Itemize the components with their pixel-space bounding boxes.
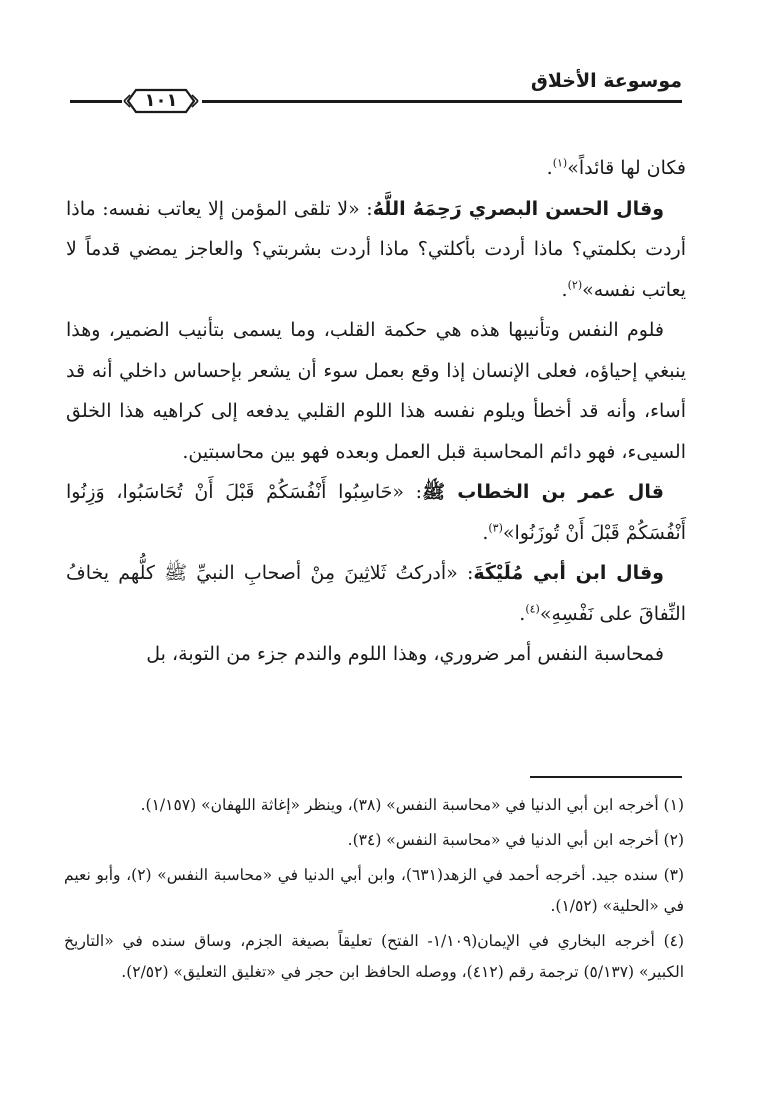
paragraph-2 xyxy=(66,189,686,311)
footnote-ref-4: (٤) xyxy=(525,602,540,616)
header-rule xyxy=(202,100,682,103)
p2-text: : «لا تلقى المؤمن إلا يعاتب نفسه: ماذا أردت بكلمتي؟ ماذا أردت بأكلتي؟ ماذا أردت بشربتي؟ والعاجز يمضي قدماً لا يعاتب نفسه» xyxy=(66,197,687,301)
page-number-frame xyxy=(122,86,200,116)
p4-end: . xyxy=(482,521,489,544)
paragraph-1 xyxy=(66,148,686,189)
page-header xyxy=(70,58,682,118)
footnote-1: (١) أخرجه ابن أبي الدنيا في «محاسبة النفس» (٣٨)، وينظر «إغاثة اللهفان» (١/١٥٧). xyxy=(140,796,684,814)
running-title: موسوعة الأخلاق xyxy=(530,70,682,92)
paragraph-5 xyxy=(66,553,686,634)
paragraph-3: فلوم النفس وتأنيبها هذه هي حكمة القلب، وما يسمى بتأنيب الضمير، وهذا ينبغي إحياؤه، فعلى الإنسان إذا وقع بعمل سوء أن يشعر بإحساس داخلي أنه قد أساء، وأنه قد أخطأ ويلوم نفسه هذا اللوم القلبي يدفعه إلى كراهيه هذا الخلق السيىء، فهو دائم المحاسبة قبل العمل وبعده فهو بين محاسبتين. xyxy=(66,319,686,463)
footnote-ref-3: (٣) xyxy=(488,521,503,535)
p5-end: . xyxy=(519,602,526,625)
header-short-rule xyxy=(70,100,122,103)
p5-speaker: وقال ابن أبي مُلَيْكَةَ xyxy=(473,562,664,584)
footnotes xyxy=(64,790,684,992)
footnote-ref-1: (١) xyxy=(552,156,568,170)
main-text xyxy=(66,148,686,675)
footnote-ref-2: (٢) xyxy=(567,278,583,292)
p4-speaker: قال عمر بن الخطاب ﷺ xyxy=(422,481,664,503)
p2-end: . xyxy=(561,278,568,301)
p5-text: : «أدركتُ ثَلاثِينَ مِنْ أصحابِ النبيِّ ﷺ كلُّهم يخافُ النِّفاقَ على نَفْسِهِ» xyxy=(66,562,686,625)
p1-end: . xyxy=(546,157,553,179)
p2-speaker: وقال الحسن البصري رَحِمَهُ اللَّهُ xyxy=(372,197,664,220)
footnote-2: (٢) أخرجه ابن أبي الدنيا في «محاسبة النفس» (٣٤). xyxy=(347,831,684,849)
paragraph-6: فمحاسبة النفس أمر ضروري، وهذا اللوم والندم جزء من التوبة، بل xyxy=(146,643,664,665)
footnote-3: (٣) سنده جيد. أخرجه أحمد في الزهد(٦٣١)، وابن أبي الدنيا في «محاسبة النفس» (٢)، وأبو نعيم في «الحلية» (١/٥٢). xyxy=(64,866,685,915)
page-number: ١٠١ xyxy=(144,90,178,111)
paragraph-4 xyxy=(66,472,686,553)
p4-text: : «حَاسِبُوا أَنْفُسَكُمْ قَبْلَ أَنْ تُحَاسَبُوا، وَزِنُوا أَنْفُسَكُمْ قَبْلَ أَنْ تُوزَنُوا» xyxy=(66,481,686,544)
p1-text: فكان لها قائداً» xyxy=(567,157,686,179)
footnote-separator xyxy=(530,776,682,778)
footnote-4: (٤) أخرجه البخاري في الإيمان(١/١٠٩- الفتح) تعليقاً بصيغة الجزم، وساق سنده في «التاريخ الكبير» (٥/١٣٧) ترجمة رقم (٤١٢)، ووصله الحافظ ابن حجر في «تغليق التعليق» (٢/٥٢). xyxy=(64,932,685,981)
